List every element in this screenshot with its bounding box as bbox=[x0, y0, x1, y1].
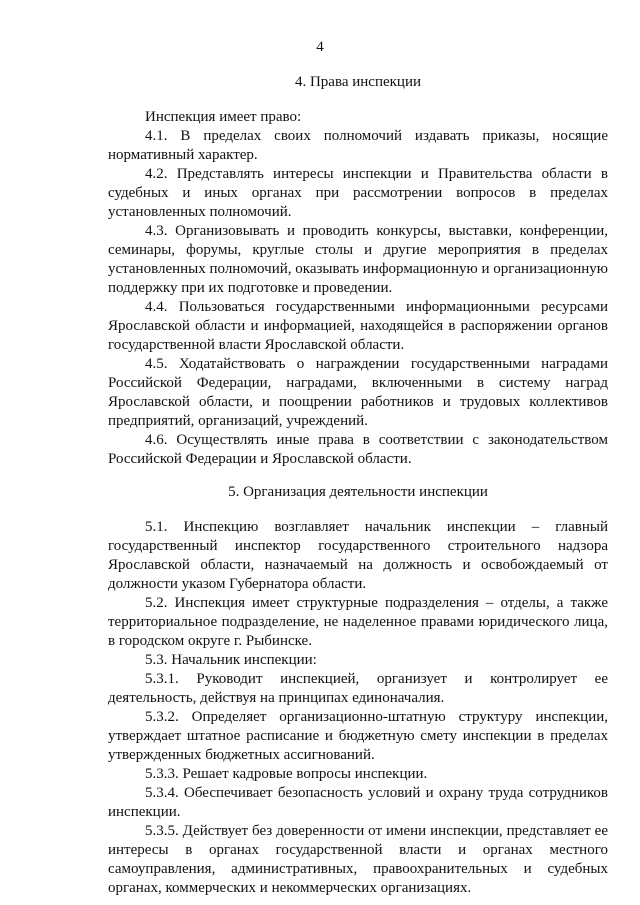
paragraph: 5.3. Начальник инспекции: bbox=[145, 652, 317, 668]
section-heading: 4. Права инспекции bbox=[294, 74, 422, 90]
paragraph: 5.2. Инспекция имеет структурные подразделения – отделы, а также территориальное подразделение, не наделенное правами юридического лица, в городском округе г. Рыбинске. bbox=[108, 595, 608, 649]
paragraph: 4.3. Организовывать и проводить конкурсы, выставки, конференции, семинары, форумы, круглые столы и другие мероприятия в пределах установленных полномочий, оказывать информационную и организационную поддержку при их подготовке и проведении. bbox=[108, 223, 608, 296]
section-rights bbox=[108, 73, 608, 469]
paragraph: Инспекция имеет право: bbox=[145, 109, 302, 125]
section-organization bbox=[108, 483, 608, 898]
page-number: 4 bbox=[316, 39, 324, 55]
document-body bbox=[108, 73, 608, 898]
paragraph: 5.1. Инспекцию возглавляет начальник инспекции – главный государственный инспектор государственного строительного надзора Ярославской области, назначаемый на должность и освобождаемый от должности указом Губернатора области. bbox=[108, 519, 608, 592]
paragraph: 4.2. Представлять интересы инспекции и Правительства области в судебных и иных органах при рассмотрении вопросов в пределах установленных полномочий. bbox=[108, 166, 608, 220]
paragraph: 4.4. Пользоваться государственными информационными ресурсами Ярославской области и информацией, находящейся в распоряжении органов государственной власти Ярославской области. bbox=[108, 299, 608, 353]
paragraph: 5.3.1. Руководит инспекцией, организует и контролирует ее деятельность, действуя на принципах единоначалия. bbox=[108, 671, 608, 706]
paragraph: 4.1. В пределах своих полномочий издавать приказы, носящие нормативный характер. bbox=[108, 128, 608, 163]
section-heading: 5. Организация деятельности инспекции bbox=[228, 484, 488, 500]
paragraph: 4.5. Ходатайствовать о награждении государственными наградами Российской Федерации, наградами, включенными в систему наград Ярославской области, и поощрении работников и трудовых коллективов предприятий, организаций, учреждений. bbox=[108, 356, 608, 429]
paragraph: 4.6. Осуществлять иные права в соответствии с законодательством Российской Федерации и Ярославской области. bbox=[108, 432, 608, 467]
paragraph: 5.3.2. Определяет организационно-штатную структуру инспекции, утверждает штатное расписание и бюджетную смету инспекции в пределах утвержденных бюджетных ассигнований. bbox=[108, 709, 608, 763]
paragraph: 5.3.4. Обеспечивает безопасность условий и охрану труда сотрудников инспекции. bbox=[108, 785, 608, 820]
paragraph: 5.3.5. Действует без доверенности от имени инспекции, представляет ее интересы в органах государственной власти и органах местного самоуправления, административных, правоохранительных и судебных органах, коммерческих и некоммерческих организациях. bbox=[108, 823, 608, 896]
paragraph: 5.3.3. Решает кадровые вопросы инспекции. bbox=[145, 766, 428, 782]
